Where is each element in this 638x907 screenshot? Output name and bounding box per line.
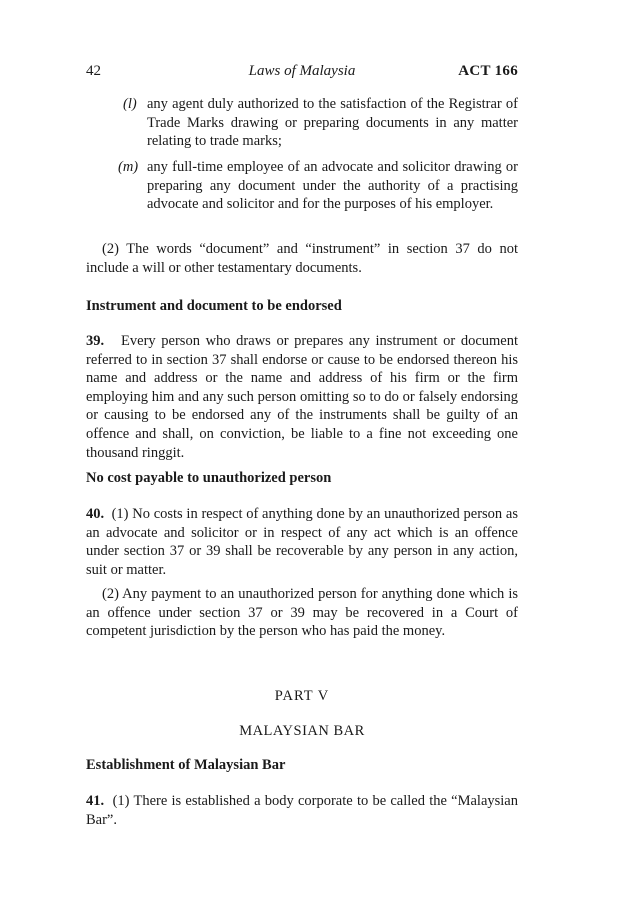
section-39-body xyxy=(86,332,518,462)
section-40-heading: No cost payable to unauthorized person xyxy=(86,470,332,486)
section-number: 40. xyxy=(86,506,105,522)
section-40-body xyxy=(86,505,518,579)
section-number: 41. xyxy=(86,793,105,809)
part-title: MALAYSIAN BAR xyxy=(239,723,365,739)
header-title: Laws of Malaysia xyxy=(248,63,356,79)
section-39-heading: Instrument and document to be endorsed xyxy=(86,298,342,314)
header-act: ACT 166 xyxy=(458,63,518,79)
section-text: Every person who draws or prepares any instrument or document referred to in section 37 shall endorse or cause to be endorsed thereon his name and address or the name and address of his firm or the firm employing him and any such person omitting so to do or falsely endorsing or causing to be endorsed any of the instruments shall be guilty of an offence and shall, on conviction, be liable to a fine not exceeding one thousand ringgit. xyxy=(86,333,519,461)
page-number: 42 xyxy=(86,63,101,79)
section-text: (1) No costs in respect of anything done by an unauthorized person as an advocate and solicitor or in respect of any act which is an offence under section 37 or 39 shall be recoverable by any person in any action, suit or matter. xyxy=(86,506,518,578)
section-number: 39. xyxy=(86,333,105,349)
item-text: any agent duly authorized to the satisfaction of the Registrar of Trade Marks drawing or preparing documents in any matter relating to trade marks; xyxy=(147,96,518,150)
item-label: (m) xyxy=(118,159,139,175)
section-40-subsection-2: (2) Any payment to an unauthorized person for anything done which is an offence under section 37 or 39 may be recovered in a Court of competent jurisdiction by the person who has paid the money. xyxy=(86,586,518,640)
running-header xyxy=(86,63,518,83)
item-text: any full-time employee of an advocate and solicitor drawing or preparing any document under the authority of a practising advocate and solicitor and for the purposes of his employer. xyxy=(147,159,518,213)
section-41-body xyxy=(86,792,518,829)
part-label: PART V xyxy=(274,688,330,704)
section-text: (1) There is established a body corporate to be called the “Malaysian Bar”. xyxy=(86,793,518,828)
item-label: (l) xyxy=(123,96,137,112)
section-41-heading: Establishment of Malaysian Bar xyxy=(86,757,286,773)
subsection-37-2: (2) The words “document” and “instrument” in section 37 do not include a will or other testamentary documents. xyxy=(86,241,518,276)
